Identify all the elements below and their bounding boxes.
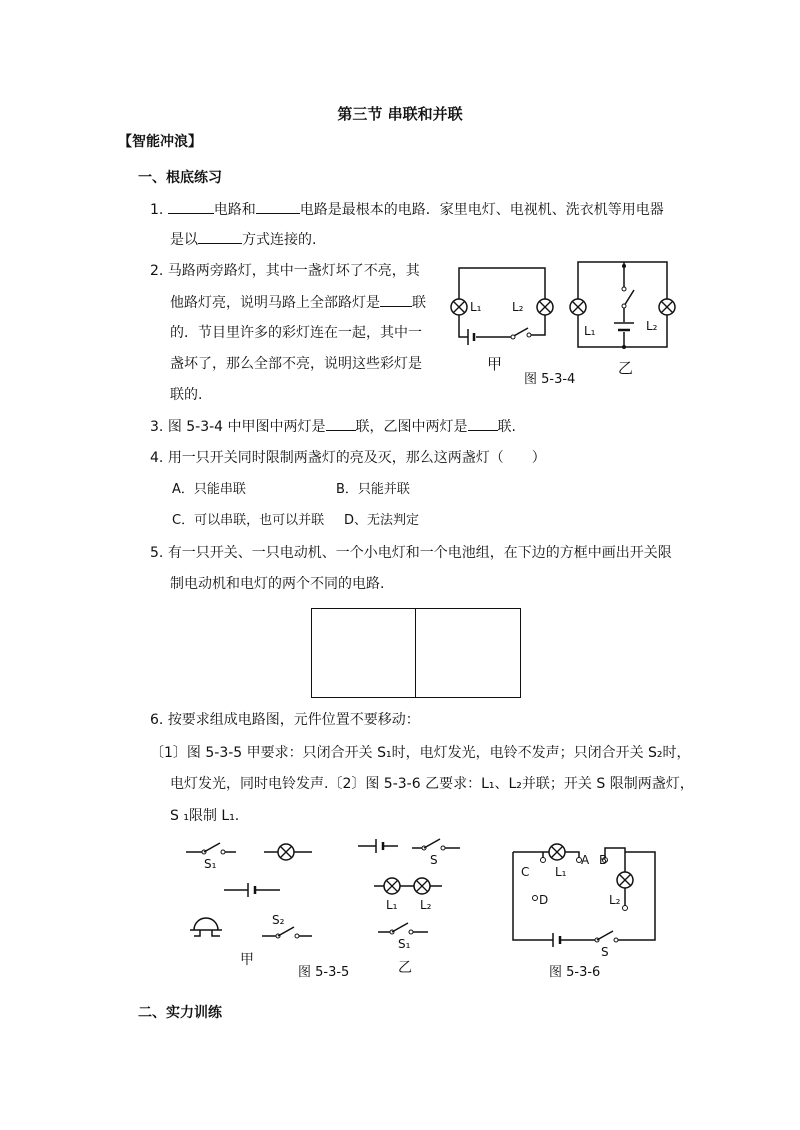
question-number: 2.	[150, 263, 164, 279]
question-6-line-3: 电灯发光，同时电铃发声.〔2〕图 5-3-6 乙要求：L₁、L₂并联；开关 S 限制两盏灯，	[170, 776, 694, 792]
switch-label: S₁	[398, 937, 411, 951]
question-2-line-5: 联的.	[170, 387, 203, 403]
question-2-line-1	[150, 261, 420, 281]
page-title: 第三节 串联和并联	[337, 105, 463, 123]
figure-label-yi: 乙	[618, 359, 634, 377]
question-text: 图 5-3-4 中甲图中两灯是	[167, 419, 326, 435]
drawing-box[interactable]	[311, 608, 521, 698]
lamp-label-l1: L₁	[386, 898, 398, 912]
switch-icon	[424, 839, 440, 848]
switch-s1-yi	[378, 923, 428, 951]
figure-caption: 图 5-3-4	[524, 372, 576, 387]
question-6-line-4: S ₁限制 L₁.	[170, 808, 240, 824]
question-text: 联.	[497, 419, 516, 435]
question-5-line-2: 制电动机和电灯的两个不同的电路.	[170, 576, 385, 592]
lamp-icon	[451, 299, 467, 315]
option-d[interactable]: D、无法判定	[344, 513, 420, 528]
question-number: 5.	[150, 545, 164, 561]
figure-caption: 图 5-3-5	[298, 965, 350, 980]
figure-5-3-6	[505, 832, 665, 982]
answer-blank[interactable]	[380, 292, 412, 307]
switch-s	[595, 931, 618, 942]
lamp-label-l1: L₁	[470, 300, 482, 314]
switch-label: S₂	[272, 913, 285, 927]
terminal-label-c: C	[521, 865, 530, 879]
option-b[interactable]: B．只能并联	[336, 482, 410, 497]
lamp-icon	[570, 299, 586, 315]
question-3	[150, 416, 516, 437]
question-text: 方式连接的.	[242, 232, 317, 248]
battery-jia	[224, 883, 280, 897]
question-text: 有一只开关、一只电动机、一个小电灯和一个电池组，在下边的方框中画出开关限	[167, 545, 672, 561]
battery-icon	[553, 933, 567, 947]
lamp-label-l1: L₁	[555, 865, 567, 879]
switch-icon	[392, 923, 408, 932]
figure-caption: 图 5-3-6	[549, 965, 601, 980]
box-divider	[415, 609, 416, 697]
option-a[interactable]: A．只能串联	[172, 482, 246, 497]
terminal-label-d: D	[539, 893, 549, 907]
switch-icon	[204, 843, 220, 852]
question-text: 按要求组成电路图，元件位置不要移动：	[167, 712, 420, 728]
option-c[interactable]: C．可以串联，也可以并联	[172, 513, 325, 528]
figure-label-jia: 甲	[487, 355, 503, 373]
switch-s2-jia	[262, 913, 312, 938]
switch-s-yi	[412, 839, 460, 867]
question-1-line-1	[150, 199, 664, 220]
question-text: 电路和	[213, 202, 256, 218]
lamp-label-l2: L₂	[609, 893, 621, 907]
answer-blank[interactable]	[326, 416, 356, 431]
answer-blank[interactable]	[168, 199, 214, 214]
question-2-line-2	[170, 292, 426, 313]
question-number: 1.	[150, 202, 164, 218]
question-number: 4.	[150, 450, 164, 466]
bell-icon	[190, 918, 222, 936]
question-text: 是以	[170, 232, 198, 248]
lamp-icon	[659, 299, 675, 315]
question-text: 用一只开关同时限制两盏灯的亮及灭，那么这两盏灯（ ）	[167, 450, 546, 466]
question-text: 联，乙图中两灯是	[355, 419, 468, 435]
switch-icon	[278, 927, 294, 936]
lamp-l1	[549, 844, 565, 860]
figure-5-3-5	[180, 832, 470, 982]
question-6-line-2: 〔1〕图 5-3-5 甲要求：只闭合开关 S₁时，电灯发光，电铃不发声；只闭合开关 S₂时，	[150, 745, 691, 761]
switch-s1-jia	[186, 843, 236, 871]
question-number: 6.	[150, 712, 164, 728]
question-text: 联	[412, 295, 426, 311]
figure-5-3-4	[438, 252, 690, 392]
question-5-line-1	[150, 543, 672, 563]
question-text: 他路灯亮，说明马路上全部路灯是	[170, 295, 380, 311]
answer-blank[interactable]	[256, 199, 300, 214]
question-text: 马路两旁路灯，其中一盏灯坏了不亮，其	[167, 263, 420, 279]
section-heading-basics: 一、根底练习	[138, 170, 222, 186]
question-4	[150, 448, 546, 468]
terminal-label-a: A	[581, 853, 590, 867]
circuit-yi	[570, 262, 675, 377]
figure-label-jia: 甲	[240, 952, 254, 968]
section-tag: 【智能冲浪】	[118, 134, 202, 150]
switch-label: S	[601, 945, 609, 959]
question-2-line-3: 的．节目里许多的彩灯连在一起，其中一	[170, 325, 422, 341]
circuit-jia	[451, 268, 553, 373]
battery-yi	[358, 839, 398, 853]
terminal-label-b: B	[599, 853, 608, 867]
switch-label: S₁	[204, 857, 217, 871]
question-1-line-2	[170, 229, 316, 250]
switch-icon	[597, 931, 613, 940]
answer-blank[interactable]	[468, 416, 498, 431]
answer-blank[interactable]	[198, 229, 242, 244]
question-number: 3.	[150, 419, 164, 435]
figure-label-yi: 乙	[398, 960, 412, 976]
lamp-label-l2: L₂	[420, 898, 432, 912]
question-6-line-1	[150, 710, 420, 730]
lamps-yi	[374, 878, 442, 912]
switch-label: S	[430, 853, 438, 867]
lamp-jia	[264, 844, 312, 860]
lamp-label-l2: L₂	[646, 319, 658, 333]
section-heading-training: 二、实力训练	[138, 1005, 222, 1021]
lamp-icon	[537, 299, 553, 315]
question-2-line-4: 盏坏了，那么全部不亮，说明这些彩灯是	[170, 356, 422, 372]
question-text: 电路是最根本的电路．家里电灯、电视机、洗衣机等用电器	[299, 202, 664, 218]
lamp-l2	[617, 872, 633, 888]
switch-icon	[624, 290, 634, 306]
lamp-label-l1: L₁	[584, 324, 596, 338]
lamp-label-l2: L₂	[512, 300, 524, 314]
